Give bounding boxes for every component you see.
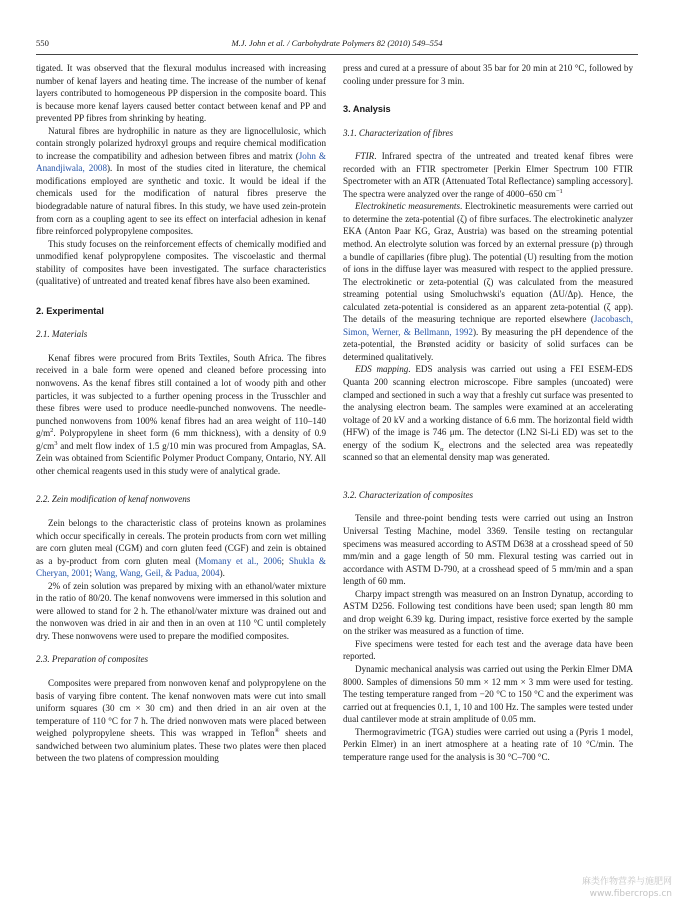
paragraph: Five specimens were tested for each test and the average data have been reported. [343, 638, 633, 662]
subsection-heading: 2.1. Materials [36, 329, 88, 340]
page-header [36, 38, 638, 52]
citation-link[interactable]: Jacobasch, Simon, Werner, & Bellmann, 1992 [343, 314, 633, 337]
left-column [36, 62, 326, 765]
paragraph: Kenaf fibres were procured from Brits Textiles, South Africa. The fibres received in a bale form were opened and cleaned before processing into nonwovens. As the kenaf fibres still contained a lot of woody pith and other particles, it was subjected to a further opening process in the Trusschler and these fibres were used to produce needle-punched nonwovens. The needle-punched nonwovens from 100% kenaf fibres had an area weight of 110–140 $g/m^2$. Polypropylene in sheet form (6 mm thickness), with a density of 0.9 $g/cm^3$ and melt flow index of 1.5 g/10 min was procured from Ampaglas, SA. Zein was obtained from Scientific Polymer Product Company, Ontario, NY. All other chemical reagents used in this study were of analytical grade. [36, 352, 326, 476]
watermark-url: www.fibercrops.cn [589, 889, 672, 899]
subsection-heading: 2.2. Zein modification of kenaf nonwovens [36, 494, 191, 505]
paragraph: Tensile and three-point bending tests were carried out using an Instron Universal Testing Machine, model 3369. Tensile testing on rectangular specimens was measured according to ASTM D638 at a crosshead speed of 50 mm/min and a gage length of 50 mm. Flexural testing was carried out in accordance with ASTM D-790, at a crosshead speed of 5 mm/min and a span length of 60 mm. [343, 513, 633, 587]
section-heading: 3. Analysis [343, 104, 391, 115]
subsection-heading: 3.1. Characterization of fibres [343, 127, 454, 138]
citation-link[interactable]: John & Anandjiwala, 2008 [36, 150, 326, 174]
watermark-title: 麻类作物营养与施肥网 [581, 877, 672, 887]
section-heading: 2. Experimental [36, 305, 104, 316]
paragraph: press and cured at a pressure of about 35 bar for 20 min at 210 °C, followed by cooling under pressure for 3 min. [343, 63, 633, 86]
running-head: M.J. John et al. / Carbohydrate Polymers 82 (2010) 549–554 [231, 38, 443, 48]
paragraph: Charpy impact strength was measured on an Instron Dynatup, according to ASTM D256. Following test conditions have been used; span length 80 mm and drop weight 6.39 kg. During impact, resistive force exerted by the sample on the striker was measured as a function of time. [343, 588, 633, 637]
watermark [582, 876, 672, 900]
page-number: 550 [36, 38, 49, 48]
subsection-heading: 3.2. Characterization of composites [343, 489, 474, 500]
right-column [343, 62, 633, 763]
paragraph: EDS mapping. EDS analysis was carried out using a FEI ESEM-EDS Quanta 200 scanning electron microscope. Fibre samples (uncoated) were clamped and sectioned in such a way that a freshly cut surface was presented to the analysing electron beam. The samples were examined at an accelerating voltage of 20 kV and a working distance of 6.6 mm. The horizontal field width (HFW) of the image is 746 μm. The detector (LN2 Si-Li ED) was set to the energy of the sodium $K_\alpha$ electrons and the selected area was repeatedly scanned so that an elemental density map was generated. [343, 364, 633, 463]
paragraph: Thermogravimetric (TGA) studies were carried out using a (Pyris 1 model, Perkin Elmer) in an inert atmosphere at a heating rate of 10 °C/min. The temperature range used for the analysis is 30 °C–700 °C. [343, 726, 633, 762]
paragraph: This study focuses on the reinforcement effects of chemically modified and unmodified kenaf polypropylene composites. The viscoelastic and thermal stability of composites have been investigated. The surface characteristics (qualitative) of untreated and treated kenaf fibres have also been examined. [36, 238, 326, 287]
citation-link[interactable]: Momany et al., 2006 [198, 555, 282, 566]
header-rule [36, 54, 638, 55]
paragraph: FTIR. Infrared spectra of the untreated and treated kenaf fibres were recorded with an FTIR spectrometer [Perkin Elmer Spectrum 100 FTIR Spectrometer with an ATR (Attenuated Total Reflectance) sampling accessory]. The spectra were analyzed over the range of 4000–650 $cm^{-1}$ [343, 151, 633, 199]
citation-link[interactable]: Shukla & Cheryan, 2001 [36, 555, 326, 579]
paragraph: Electrokinetic measurements. Electrokinetic measurements were carried out to determine the zeta-potential (ζ) of fibre surfaces. The electrokinetic analyzer EKA (Anton Paar KG, Graz, Austria) was based on the streaming potential method. An electrolyte solution was forced by an external pressure (p) through a bundle of capillaries (fibre plug). The potential (U) resulting from the motion of ions in the diffuse layer was measured with respect to the applied pressure. The electrokinetic or zeta-potential (ζ) was calculated from the measured streaming potential using Smoluchwski's equation (ΔU/Δp). Hence, the calculated zeta-potential is considered as an apparent zeta-potential (ζ app). The details of the measuring technique are reported elsewhere (Jacobasch, Simon, Werner, & Bellmann, 1992). By measuring the pH dependence of the zeta-potential, the Brønsted acidity or basicity of solid surfaces can be determined qualitatively. [343, 201, 633, 362]
subsection-heading: 2.3. Preparation of composites [36, 654, 149, 665]
paragraph: Zein belongs to the characteristic class of proteins known as prolamines which occur specifically in cereals. The protein products from corn wet milling are corn gluten meal (CGM) and corn gluten feed (CGF) and zein is obtained as a by-product from corn gluten meal (Momany et al., 2006; Shukla & Cheryan, 2001; Wang, Wang, Geil, & Padua, 2004). [36, 517, 326, 579]
paragraph: tigated. It was observed that the flexural modulus increased with increasing number of kenaf layers and heating time. The increase of the number of kenaf layers contributed to homogeneous PP dispersion in the composite board. This is because more kenaf layers caused better contact between kenaf and PP and prevented PP fibres from shrinking by heating. [36, 63, 326, 124]
citation-link[interactable]: Wang, Wang, Geil, & Padua, 2004 [94, 568, 220, 579]
paragraph: Composites were prepared from nonwoven kenaf and polypropylene on the basis of varying fibre content. The kenaf nonwoven mats were cut into small uniform squares (30 cm × 30 cm) and then dried in an air oven at the temperature of 110 °C for 7 h. The dried nonwoven mats were placed between weighed polypropylene sheets. This was wrapped in Teflon® sheets and sandwiched between two aluminium plates. These two plates were then placed between the two platens of compression moulding [36, 677, 327, 764]
paragraph: Natural fibres are hydrophilic in nature as they are lignocellulosic, which contain strongly polarized hydroxyl groups and require chemical modification to increase the compatibility and adhesion between fibres and matrix (John & Anandjiwala, 2008). In most of the studies cited in literature, the chemical modifications employed are synthetic and toxic. It would be ideal if the chemicals used for the modification of natural fibres preserve the biodegradable nature of natural fibres. In this study, we have used zein-protein from corn as a coupling agent to see its effect on interfacial adhesion in kenaf fibre reinforced polypropylene composites. [36, 125, 326, 237]
paragraph: 2% of zein solution was prepared by mixing with an ethanol/water mixture in the ratio of 80/20. The kenaf nonwovens were immersed in this solution and were allowed to stand for 2 h. The ethanol/water mixture was drained out and the nonwoven was dried in air and then in an oven at 110 °C until completely dry. These nonwovens were used to prepare the modified composites. [36, 580, 326, 641]
paragraph: Dynamic mechanical analysis was carried out using the Perkin Elmer DMA 8000. Samples of dimensions 50 mm × 12 mm × 3 mm were used for testing. The testing temperature ranged from −20 °C to 150 °C and the experiment was carried out at frequencies 0.1, 1, 10 and 100 Hz. The samples were tested under dual cantilever mode at strain amplitude of 0.05 mm. [343, 663, 633, 725]
